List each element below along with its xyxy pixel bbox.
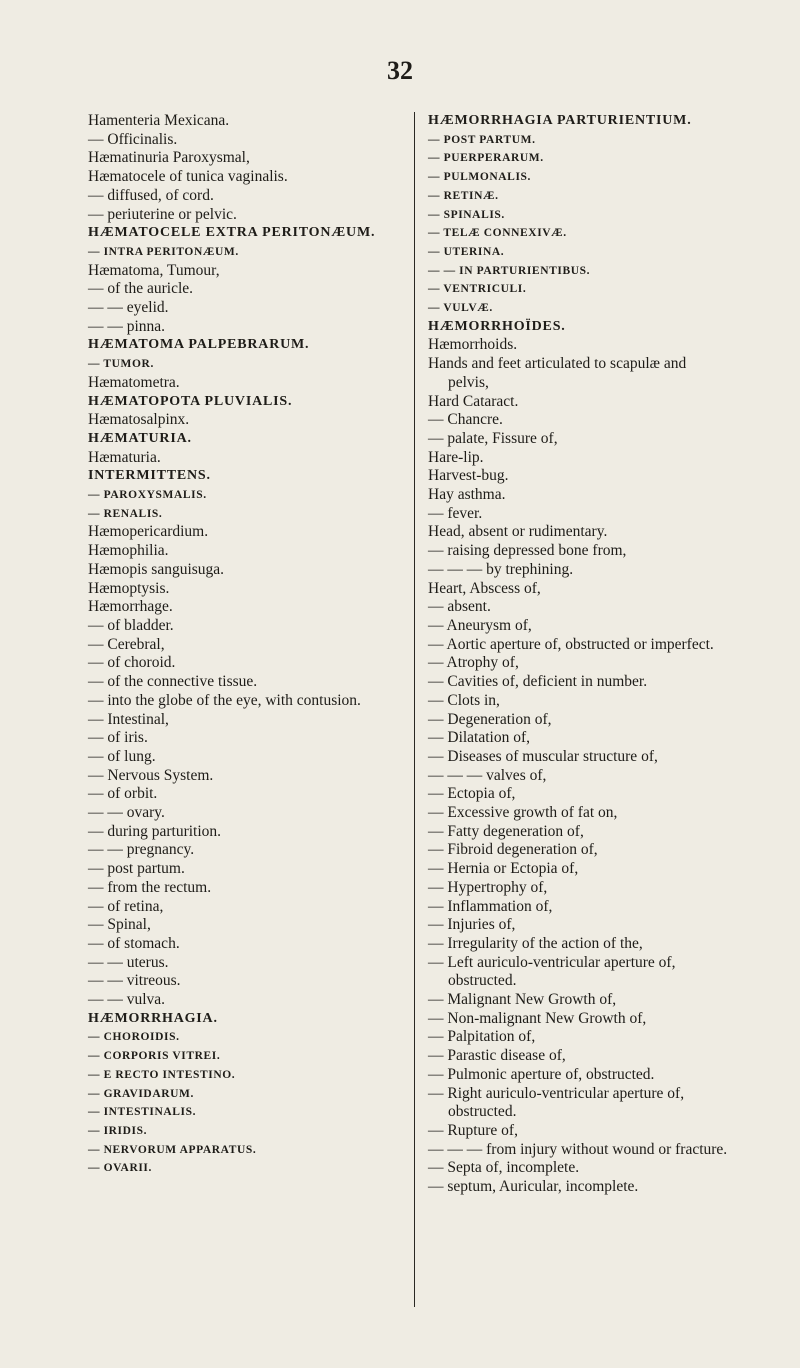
index-entry: — Malignant New Growth of, bbox=[428, 991, 617, 1009]
index-entry: Hæmorrhage. bbox=[88, 598, 173, 616]
index-entry: — NERVORUM APPARATUS. bbox=[88, 1143, 257, 1156]
index-entry: — Ectopia of, bbox=[428, 785, 516, 803]
index-entry: — — vitreous. bbox=[88, 972, 181, 990]
index-entry: — IRIDIS. bbox=[88, 1124, 148, 1137]
index-entry: — OVARII. bbox=[88, 1162, 152, 1175]
index-entry: Hay asthma. bbox=[428, 486, 506, 504]
index-entry: — absent. bbox=[428, 598, 491, 616]
index-entry: Hæmatosalpinx. bbox=[88, 411, 190, 429]
index-entry: — of stomach. bbox=[88, 934, 180, 952]
index-entry: — — ovary. bbox=[88, 804, 165, 822]
index-entry: — GRAVIDARUM. bbox=[88, 1087, 194, 1100]
index-entry: — periuterine or pelvic. bbox=[88, 205, 237, 223]
index-entry: — Aneurysm of, bbox=[428, 616, 532, 634]
index-entry: — during parturition. bbox=[88, 822, 222, 840]
index-entry: HÆMORRHOÏDES. bbox=[428, 318, 566, 334]
index-entry: — Palpitation of, bbox=[428, 1028, 536, 1046]
index-entry: — Intestinal, bbox=[88, 710, 169, 728]
index-entry: — TUMOR. bbox=[88, 358, 154, 371]
index-entry: HÆMORRHAGIA. bbox=[88, 1010, 218, 1026]
index-entry: — — vulva. bbox=[88, 991, 166, 1009]
index-entry: — RENALIS. bbox=[88, 507, 163, 520]
index-entry: — — eyelid. bbox=[88, 299, 169, 317]
index-entry: Hæmatoma, Tumour, bbox=[88, 261, 220, 279]
index-entry: — septum, Auricular, incomplete. bbox=[428, 1178, 639, 1196]
index-entry: — palate, Fissure of, bbox=[428, 429, 558, 447]
index-entry: INTERMITTENS. bbox=[88, 468, 211, 484]
index-entry: — — pinna. bbox=[88, 317, 166, 335]
page-number: 32 bbox=[387, 56, 413, 85]
index-entry: — Left auriculo-ventricular aperture of, obstructed. bbox=[428, 953, 676, 990]
index-entry: — INTESTINALIS. bbox=[88, 1106, 197, 1119]
index-entry: — VULVÆ. bbox=[428, 302, 493, 315]
index-entry: HÆMORRHAGIA PARTURIENTIUM. bbox=[428, 113, 692, 128]
index-entry: — of lung. bbox=[88, 747, 156, 765]
index-entry: — CHOROIDIS. bbox=[88, 1031, 180, 1044]
index-entry: — Clots in, bbox=[428, 691, 500, 709]
right-column bbox=[428, 112, 728, 1197]
index-entry: — Fibroid degeneration of, bbox=[428, 841, 598, 859]
index-entry: — — IN PARTURIENTIBUS. bbox=[428, 264, 591, 277]
index-entry: HÆMATURIA. bbox=[88, 430, 192, 446]
index-entry: — PUERPERARUM. bbox=[428, 152, 544, 165]
index-entry: — TELÆ CONNEXIVÆ. bbox=[428, 227, 567, 240]
index-entry: — Inflammation of, bbox=[428, 897, 553, 915]
index-entry: Hamenteria Mexicana. bbox=[88, 112, 230, 129]
index-entry: — Diseases of muscular structure of, bbox=[428, 747, 658, 765]
index-entry: Harvest-bug. bbox=[428, 467, 509, 485]
index-entry: — Hernia or Ectopia of, bbox=[428, 860, 579, 878]
index-entry: — of orbit. bbox=[88, 785, 158, 803]
index-entry: — Aortic aperture of, obstructed or imperfect. bbox=[428, 635, 714, 653]
index-entry: Hæmophilia. bbox=[88, 542, 169, 560]
column-divider bbox=[414, 112, 415, 1307]
index-entry: — Hypertrophy of, bbox=[428, 878, 548, 896]
index-entry: — CORPORIS VITREI. bbox=[88, 1050, 221, 1063]
index-entry: — of choroid. bbox=[88, 654, 176, 672]
index-entry: — POST PARTUM. bbox=[428, 133, 536, 146]
index-entry: HÆMATOMA PALPEBRARUM. bbox=[88, 337, 310, 353]
index-entry: — Parastic disease of, bbox=[428, 1047, 566, 1065]
index-entry: — Irregularity of the action of the, bbox=[428, 934, 643, 952]
index-entry: Hard Cataract. bbox=[428, 392, 519, 410]
index-entry: — post partum. bbox=[88, 860, 185, 878]
index-entry: — of the connective tissue. bbox=[88, 673, 258, 691]
index-entry: — Spinal, bbox=[88, 916, 151, 934]
index-entry: Hæmaturia. bbox=[88, 448, 161, 466]
index-entry: — PULMONALIS. bbox=[428, 171, 532, 184]
left-column bbox=[88, 112, 393, 1178]
index-entry: — Cavities of, deficient in number. bbox=[428, 673, 648, 691]
index-entry: Hæmopis sanguisuga. bbox=[88, 560, 225, 578]
index-entry: Hæmatocele of tunica vaginalis. bbox=[88, 168, 288, 186]
index-entry: — — pregnancy. bbox=[88, 841, 195, 859]
index-entry: Heart, Abscess of, bbox=[428, 579, 541, 597]
index-entry: — PAROXYSMALIS. bbox=[88, 489, 207, 502]
index-entry: Head, absent or rudimentary. bbox=[428, 523, 608, 541]
index-entry: — of bladder. bbox=[88, 616, 174, 634]
index-entry: Hæmatometra. bbox=[88, 373, 180, 391]
index-entry: Hare-lip. bbox=[428, 448, 484, 466]
index-entry: HÆMATOPOTA PLUVIALIS. bbox=[88, 393, 293, 409]
index-entry: — — uterus. bbox=[88, 953, 169, 971]
index-entry: — Dilatation of, bbox=[428, 729, 531, 747]
index-entry: — Officinalis. bbox=[88, 130, 178, 148]
index-entry: — Chancre. bbox=[428, 411, 503, 429]
index-entry: — Degeneration of, bbox=[428, 710, 552, 728]
index-entry: Hæmorrhoids. bbox=[428, 336, 518, 354]
index-entry: — Nervous System. bbox=[88, 766, 214, 784]
index-entry: — Cerebral, bbox=[88, 635, 165, 653]
index-entry: — diffused, of cord. bbox=[88, 186, 214, 204]
index-entry: — SPINALIS. bbox=[428, 208, 505, 221]
index-entry: — Non-malignant New Growth of, bbox=[428, 1009, 647, 1027]
index-entry: — Pulmonic aperture of, obstructed. bbox=[428, 1065, 655, 1083]
index-entry: Hands and feet articulated to scapulæ and pelvis, bbox=[428, 355, 687, 391]
index-entry: — raising depressed bone from, bbox=[428, 542, 627, 560]
index-entry: — from the rectum. bbox=[88, 878, 212, 896]
index-entry: — into the globe of the eye, with contusion. bbox=[88, 691, 361, 709]
index-entry: — — — by trephining. bbox=[428, 560, 574, 578]
index-entry: — Rupture of, bbox=[428, 1121, 518, 1139]
index-entry: — — — valves of, bbox=[428, 766, 547, 784]
index-entry: — of iris. bbox=[88, 729, 148, 747]
index-entry: — Right auriculo-ventricular aperture of, obstructed. bbox=[428, 1084, 685, 1121]
index-entry: — fever. bbox=[428, 504, 483, 522]
index-entry: — Injuries of, bbox=[428, 916, 516, 934]
index-entry: — Atrophy of, bbox=[428, 654, 519, 672]
index-entry: — VENTRICULI. bbox=[428, 283, 527, 296]
index-entry: Hæmoptysis. bbox=[88, 579, 170, 597]
index-entry: — — — from injury without wound or fracture. bbox=[428, 1140, 728, 1158]
index-entry: — of retina, bbox=[88, 897, 164, 915]
index-entry: — of the auricle. bbox=[88, 280, 194, 298]
index-entry: — E RECTO INTESTINO. bbox=[88, 1068, 236, 1081]
index-entry: — UTERINA. bbox=[428, 245, 505, 258]
index-entry: — RETINÆ. bbox=[428, 189, 499, 202]
index-entry: Hæmatinuria Paroxysmal, bbox=[88, 149, 250, 167]
index-entry: — Fatty degeneration of, bbox=[428, 822, 584, 840]
index-entry: — Excessive growth of fat on, bbox=[428, 804, 618, 822]
index-entry: — INTRA PERITONÆUM. bbox=[88, 245, 239, 258]
index-entry: — Septa of, incomplete. bbox=[428, 1159, 580, 1177]
index-entry: Hæmopericardium. bbox=[88, 523, 209, 541]
index-entry: HÆMATOCELE EXTRA PERITONÆUM. bbox=[88, 225, 376, 241]
